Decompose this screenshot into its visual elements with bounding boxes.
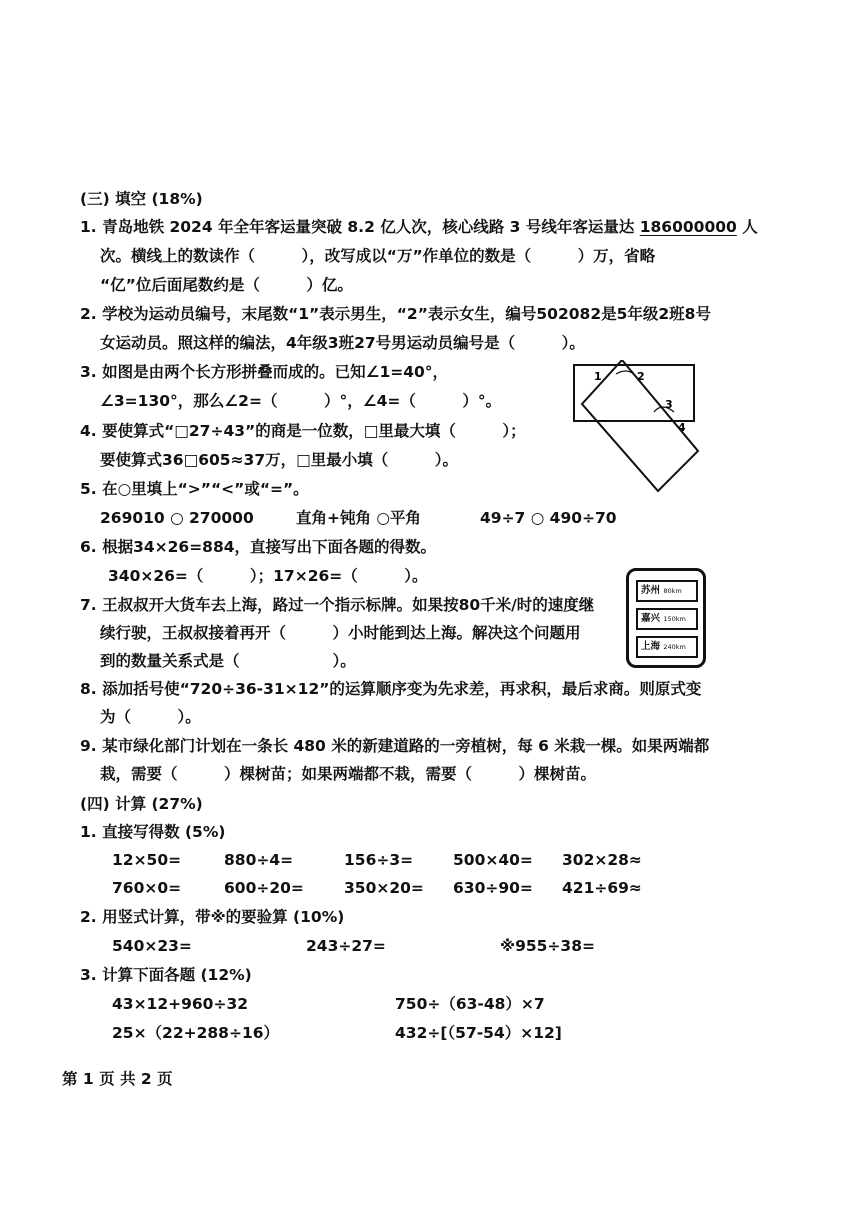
p1-r2-c4: 630÷90=	[453, 879, 533, 897]
p3-item-2: 750÷（63-48）×7	[395, 995, 545, 1013]
q2-line1: 2. 学校为运动员编号，末尾数“1”表示男生，“2”表示女生，编号502082是5年级2班8号	[80, 305, 711, 323]
q8-line2: 为（ ）。	[100, 708, 201, 726]
sign-distance: 150km	[663, 615, 686, 623]
p2-item-1: 540×23=	[112, 937, 192, 955]
p1-title: 1. 直接写得数 (5%)	[80, 823, 226, 841]
p3-title: 3. 计算下面各题 (12%)	[80, 966, 252, 984]
sign-row-suzhou	[636, 580, 698, 602]
p2-item-2: 243÷27=	[306, 937, 386, 955]
q2-line2: 女运动员。照这样的编法，4年级3班27号男运动员编号是（ ）。	[100, 334, 585, 352]
p1-r2-c5: 421÷69≈	[562, 879, 642, 897]
angle-label-1: 1	[594, 370, 602, 383]
road-sign-figure	[626, 568, 706, 668]
q1-line1-text: 1. 青岛地铁 2024 年全年客运量突破 8.2 亿人次，核心线路 3 号线年客运量达	[80, 218, 640, 236]
p1-r1-c3: 156÷3=	[344, 851, 414, 869]
sign-distance: 80km	[663, 587, 682, 595]
p3-item-3: 25×（22+288÷16）	[112, 1024, 280, 1042]
p1-r1-c1: 12×50=	[112, 851, 182, 869]
q1-number: 186000000	[639, 218, 737, 236]
p1-r2-c2: 600÷20=	[224, 879, 304, 897]
q5-line1: 5. 在○里填上“>”“<”或“=”。	[80, 480, 309, 498]
p1-r1-c4: 500×40=	[453, 851, 533, 869]
q1-line1-end: 人	[736, 218, 758, 236]
q3-line1: 3. 如图是由两个长方形拼叠而成的。已知∠1=40°，	[80, 363, 449, 381]
section4-header: (四) 计算 (27%)	[80, 795, 203, 813]
angle-label-4: 4	[678, 421, 686, 434]
p1-r2-c3: 350×20=	[344, 879, 424, 897]
q5-compare-1: 269010 ○ 270000	[100, 509, 254, 527]
sign-row-shanghai	[636, 636, 698, 658]
sign-distance: 240km	[663, 643, 686, 651]
q5-compare-2: 直角+钝角 ○平角	[296, 509, 421, 527]
q3-line2: ∠3=130°，那么∠2=（ ）°，∠4=（ ）°。	[100, 392, 502, 410]
q6-line1: 6. 根据34×26=884，直接写出下面各题的得数。	[80, 538, 437, 556]
p2-title: 2. 用竖式计算，带※的要验算 (10%)	[80, 908, 345, 926]
section3-header: (三) 填空 (18%)	[80, 190, 203, 208]
p3-item-4: 432÷[（57-54）×12]	[395, 1024, 562, 1042]
q9-line2: 栽，需要（ ）棵树苗；如果两端都不栽，需要（ ）棵树苗。	[100, 765, 597, 783]
sign-row-jiaxing	[636, 608, 698, 630]
p1-r1-c5: 302×28≈	[562, 851, 642, 869]
p2-item-3: ※955÷38=	[500, 937, 595, 955]
sign-city: 上海	[641, 641, 661, 652]
road-sign-board	[626, 568, 706, 668]
p3-item-1: 43×12+960÷32	[112, 995, 249, 1013]
q4-line1: 4. 要使算式“□27÷43”的商是一位数，□里最大填（ ）；	[80, 422, 526, 440]
q1-line1	[80, 216, 758, 238]
q8-line1: 8. 添加括号使“720÷36-31×12”的运算顺序变为先求差，再求积，最后求商。则原式变	[80, 680, 702, 698]
angle-label-3: 3	[665, 398, 673, 411]
rectangles-svg	[570, 360, 710, 500]
p1-r1-c2: 880÷4=	[224, 851, 294, 869]
q7-line1: 7. 王叔叔开大货车去上海，路过一个指示标牌。如果按80千米/时的速度继	[80, 596, 595, 614]
q7-line2: 续行驶，王叔叔接着再开（ ）小时能到达上海。解决这个问题用	[100, 624, 581, 642]
q1-line2: 次。横线上的数读作（ ），改写成以“万”作单位的数是（ ）万，省略	[100, 247, 656, 265]
q4-line2: 要使算式36□605≈37万，□里最小填（ ）。	[100, 451, 459, 469]
sign-city: 嘉兴	[641, 613, 661, 624]
q1-line3: “亿”位后面尾数约是（ ）亿。	[100, 276, 353, 294]
angle-label-2: 2	[637, 370, 645, 383]
q5-compare-3: 49÷7 ○ 490÷70	[480, 509, 617, 527]
p1-r2-c1: 760×0=	[112, 879, 182, 897]
overlapping-rectangles-figure	[570, 360, 710, 500]
q9-line1: 9. 某市绿化部门计划在一条长 480 米的新建道路的一旁植树，每 6 米栽一棵。如果两端都	[80, 737, 710, 755]
q6-line2: 340×26=（ ）；17×26=（ ）。	[108, 567, 428, 585]
q7-line3: 到的数量关系式是（ ）。	[100, 652, 356, 670]
sign-city: 苏州	[641, 585, 661, 596]
page-footer: 第 1 页 共 2 页	[62, 1070, 173, 1088]
